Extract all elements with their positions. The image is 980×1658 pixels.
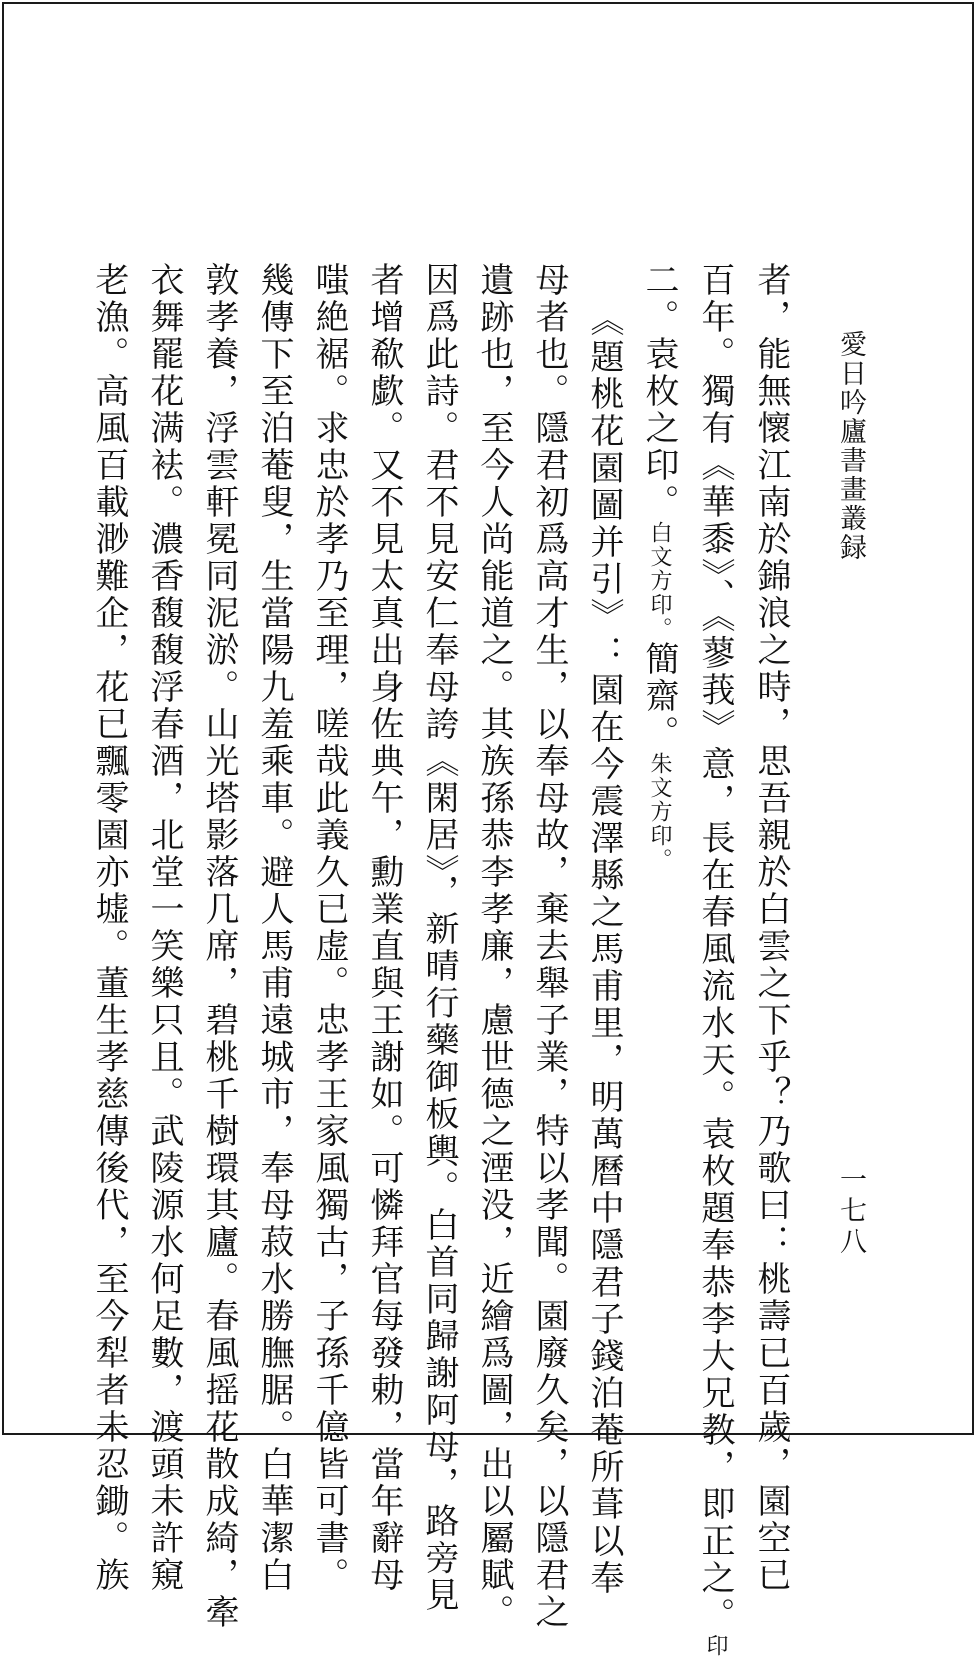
text-column-7: 因爲此詩。君不見安仁奉母誇《閑居》，新晴行藥御板輿。白首同歸謝阿母，路旁見	[419, 262, 459, 1614]
seal-note-yin: 印	[703, 1634, 728, 1658]
main-text-block	[89, 262, 798, 1658]
text-column-10: 幾傳下至泊菴叟，生當陽九羞乘車。避人馬甫遠城市，奉母菽水勝膴腒。白華潔白	[254, 262, 294, 1594]
text-column-2-main: 百年。獨有《華黍》、《蓼莪》意，長在春風流水天。袁枚題奉恭李大兄教，即正之。	[695, 262, 735, 1634]
text-column-11: 敦孝養，浮雲軒冕同泥淤。山光塔影落几席，碧桃千樹環其廬。春風摇花散成綺，牽	[199, 262, 239, 1631]
page-number: 一七八	[835, 1165, 866, 1258]
text-column-5: 母者也。隱君初爲高才生，以奉母故，棄去舉子業，特以孝聞。園廢久矣，以隱君之	[529, 262, 569, 1631]
text-column-3	[631, 262, 687, 1322]
text-column-9: 嗤絶裾。求忠於孝乃至理，嗟哉此義久已虚。忠孝王家風獨古，子孫千億皆可書。	[309, 262, 349, 1594]
text-column-13: 老漁。高風百載渺難企，花已飄零園亦墟。董生孝慈傳後代，至今犁者未忍鋤。族	[89, 262, 129, 1594]
running-title: 愛日吟廬書畫叢録	[835, 330, 866, 562]
seal-name-jianzhai: 簡齋。	[639, 641, 679, 752]
text-column-8: 者增欷歔。又不見太真出身佐典午，勳業直與王謝如。可憐拜官每發勅，當年辭母	[364, 262, 404, 1594]
text-column-4: 《題桃花園圖并引》：園在今震澤縣之馬甫里，明萬曆中隱君子錢泊菴所葺以奉	[584, 302, 624, 1597]
text-column-12: 衣舞罷花满袪。濃香馥馥浮春酒，北堂一笑樂只且。武陵源水何足數，渡頭未許窺	[144, 262, 184, 1594]
seal-name-yuanmei: 二。袁枚之印。	[639, 262, 679, 521]
text-column-6: 遺跡也，至今人尚能道之。其族孫恭李孝廉，慮世德之湮没，近繪爲圖，出以屬賦。	[474, 262, 514, 1631]
seal-note-zhuwen: 朱文方印。	[647, 752, 672, 872]
text-column-2	[687, 262, 743, 1658]
text-column-1: 者，能無懷江南於錦浪之時，思吾親於白雲之下乎？乃歌曰：桃壽已百歲，園空已	[751, 262, 791, 1594]
seal-note-baiwen: 白文方印。	[647, 521, 672, 641]
